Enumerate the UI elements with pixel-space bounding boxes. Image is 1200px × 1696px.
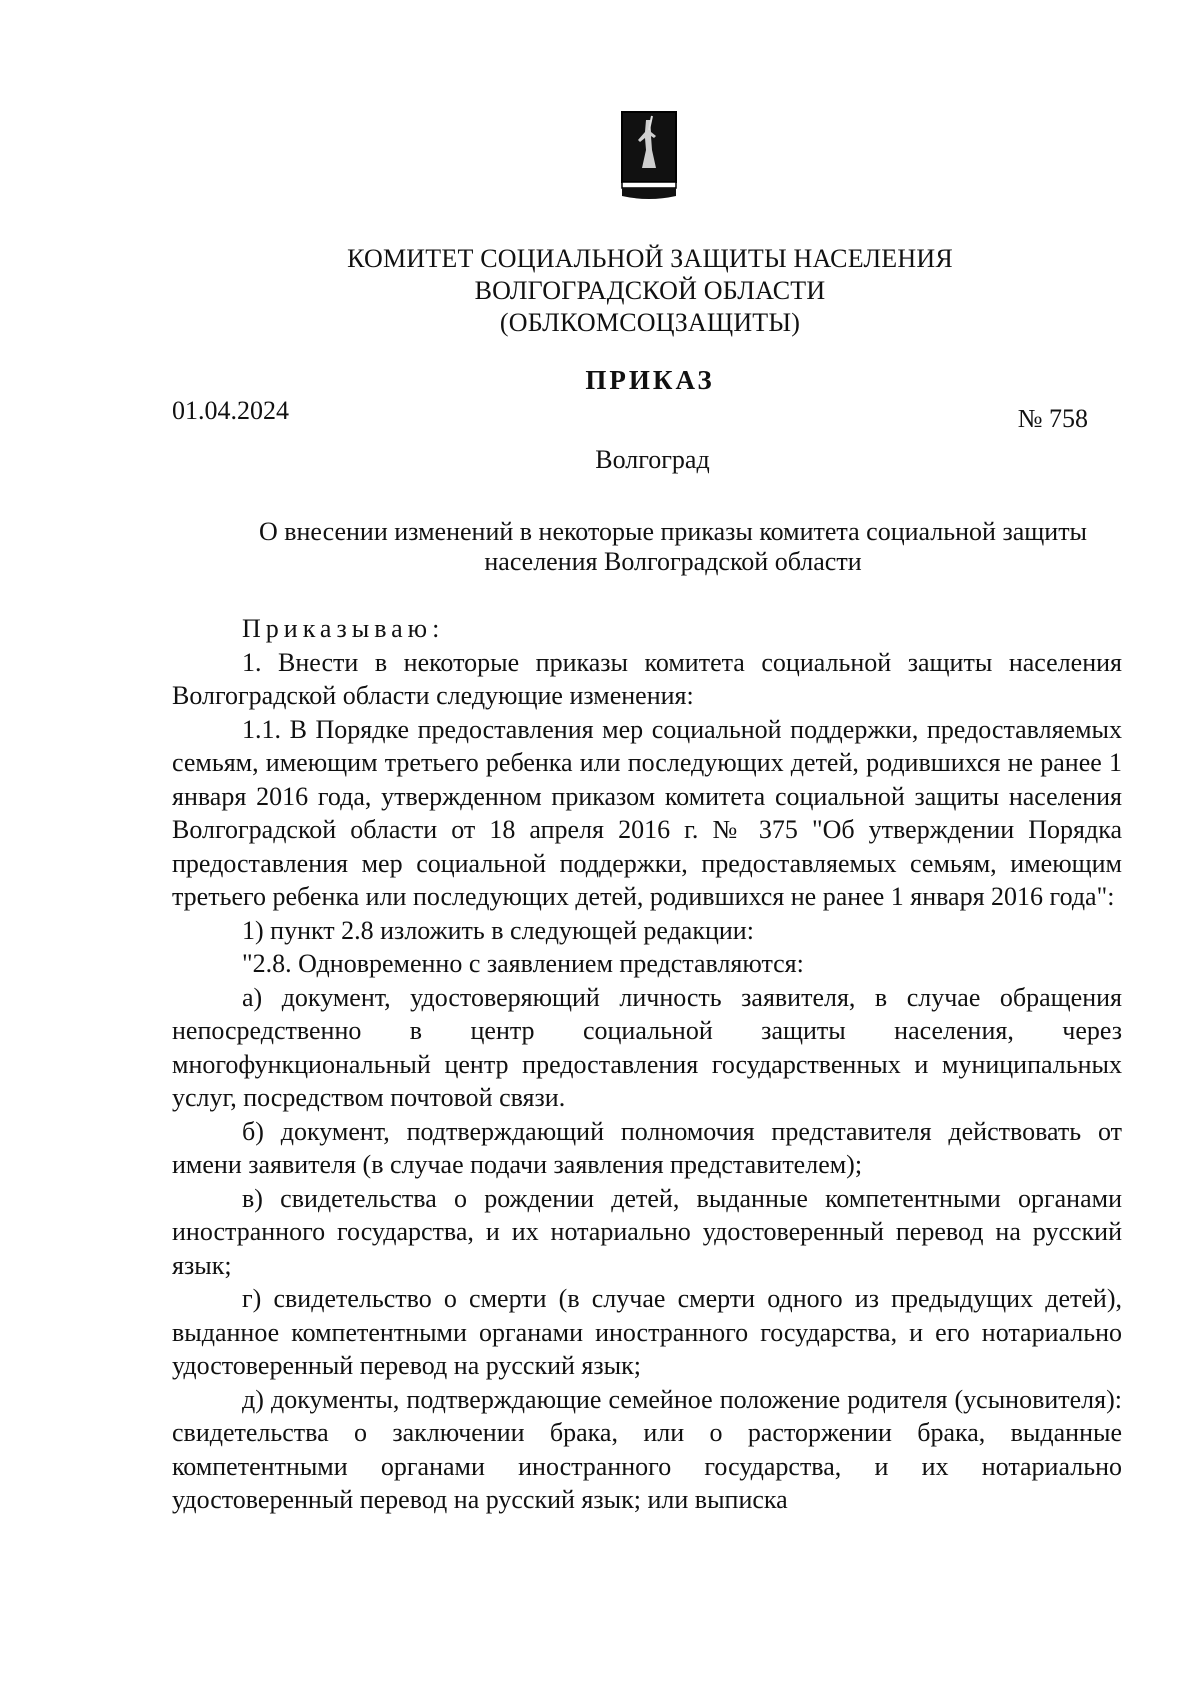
org-name-line1: КОМИТЕТ СОЦИАЛЬНОЙ ЗАЩИТЫ НАСЕЛЕНИЯ — [347, 244, 953, 273]
org-short-name: (ОБЛКОМСОЦЗАЩИТЫ) — [499, 308, 801, 337]
paragraph-d: д) документы, подтверждающие семейное положение родителя (усыновителя): свидетельства о заключении брака, или о расторжении брака, выданные компетентными органами иностранного государства, и их нотариально удостоверенный перевод на русский язык; или выписка — [172, 1384, 1122, 1514]
volgograd-emblem-icon — [616, 110, 682, 202]
paragraph-g: г) свидетельство о смерти (в случае смерти одного из предыдущих детей), выданное компетентными органами иностранного государства, и его нотариально удостоверенный перевод на русский язык; — [172, 1284, 1122, 1380]
document-date: 01.04.2024 — [172, 396, 289, 425]
document-city: Волгоград — [595, 445, 710, 474]
paragraph-1: 1. Внести в некоторые приказы комитета социальной защиты населения Волгоградской области следующие изменения: — [172, 647, 1122, 710]
document-body — [172, 612, 1122, 1517]
document-type: ПРИКАЗ — [585, 365, 715, 395]
org-name-line2: ВОЛГОГРАДСКОЙ ОБЛАСТИ — [474, 276, 826, 305]
subject-line2: населения Волгоградской области — [484, 547, 862, 576]
paragraph-b: б) документ, подтверждающий полномочия представителя действовать от имени заявителя (в случае подачи заявления представителем); — [172, 1116, 1122, 1179]
paragraph-1-1: 1.1. В Порядке предоставления мер социальной поддержки, предоставляемых семьям, имеющим третьего ребенка или последующих детей, родившихся не ранее 1 января 2016 года, утвержденном приказом комитета социальной защиты населения Волгоградской области от 18 апреля 2016 г. № 375 "Об утверждении Порядка предоставления мер социальной поддержки, предоставляемых семьям, имеющим третьего ребенка или последующих детей, родившихся не ранее 1 января 2016 года": — [172, 714, 1122, 911]
subject-line1: О внесении изменений в некоторые приказы комитета социальной защиты — [258, 517, 1088, 546]
paragraph-2-8: "2.8. Одновременно с заявлением представляются: — [242, 949, 804, 978]
order-word: Приказываю: — [242, 614, 445, 643]
paragraph-item-1: 1) пункт 2.8 изложить в следующей редакции: — [242, 915, 754, 945]
document-number: № 758 — [1017, 404, 1088, 433]
document-subject — [233, 517, 1113, 577]
paragraph-v: в) свидетельства о рождении детей, выданные компетентными органами иностранного государства, и их нотариально удостоверенный перевод на русский язык; — [172, 1183, 1122, 1280]
paragraph-a: а) документ, удостоверяющий личность заявителя, в случае обращения непосредственно в центр социальной защиты населения, через многофункциональный центр предоставления государственных и муниципальных услуг, посредством почтовой связи. — [172, 982, 1122, 1112]
organization-header — [0, 243, 1200, 339]
